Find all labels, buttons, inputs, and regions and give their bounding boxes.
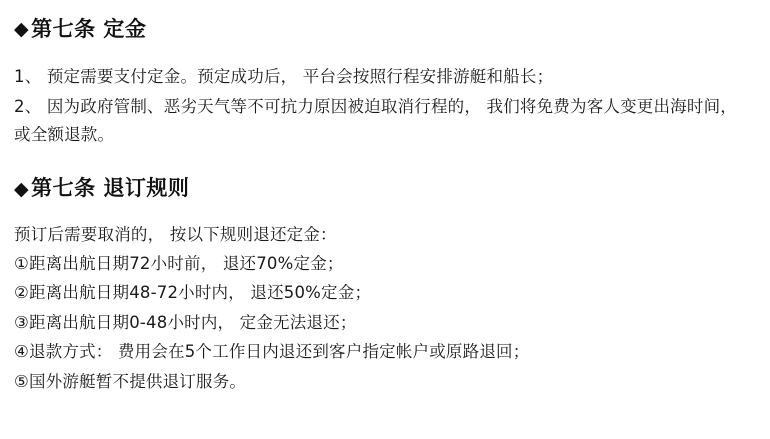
section-deposit xyxy=(14,16,756,149)
section-body-deposit xyxy=(14,63,756,149)
section-body-cancellation xyxy=(14,221,756,396)
paragraph-intro: 预订后需要取消的， 按以下规则退还定金： xyxy=(14,224,337,244)
list-item: ②距离出航日期48-72小时内， 退还50%定金； xyxy=(14,283,372,303)
list-item: ③距离出航日期0-48小时内， 定金无法退还； xyxy=(14,312,357,332)
list-item: ①距离出航日期72小时前， 退还70%定金； xyxy=(14,254,344,274)
section-heading-deposit xyxy=(14,16,756,43)
section-heading-text: 第七条 退订规则 xyxy=(31,176,190,201)
diamond-bullet-icon: ◆ xyxy=(14,18,30,41)
list-item: ⑤国外游艇暂不提供退订服务。 xyxy=(14,371,247,391)
list-item: ④退款方式： 费用会在5个工作日内退还到客户指定帐户或原路退回； xyxy=(14,342,530,362)
section-heading-cancellation xyxy=(14,175,756,202)
diamond-bullet-icon: ◆ xyxy=(14,177,30,200)
section-cancellation-rules xyxy=(14,175,756,396)
paragraph: 1、 预定需要支付定金。预定成功后， 平台会按照行程安排游艇和船长； xyxy=(14,67,554,87)
section-heading-text: 第七条 定金 xyxy=(31,17,147,41)
paragraph: 2、 因为政府管制、恶劣天气等不可抗力原因被迫取消行程的， 我们将免费为客人变更出海时间， 或全额退款。 xyxy=(14,96,737,145)
